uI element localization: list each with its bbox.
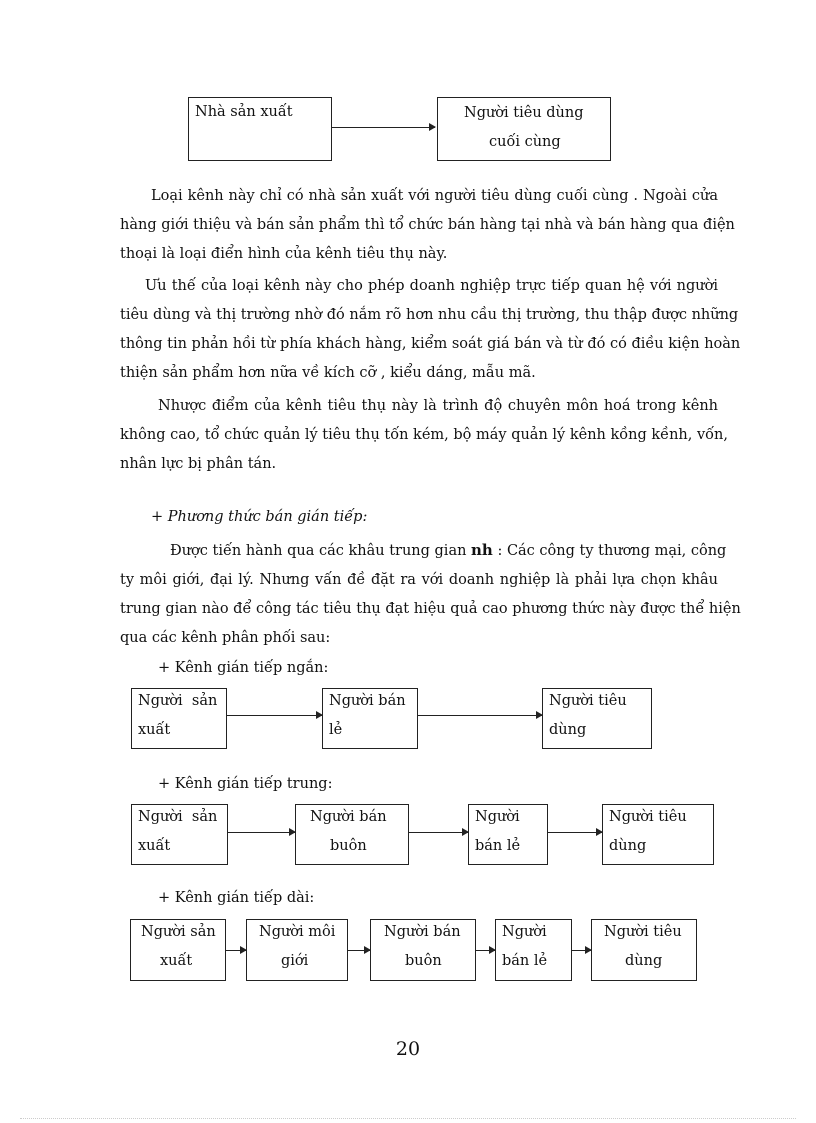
medium-box-consumer — [602, 804, 714, 865]
box-line-2: xuất — [138, 722, 171, 738]
box-line-2: lẻ — [329, 722, 343, 738]
medium-channel-label: + Kênh gián tiếp trung: — [158, 776, 333, 792]
producer-box — [188, 97, 332, 161]
text-span: Được tiến hành qua các khâu trung gian — [170, 543, 467, 559]
long-arrow-2 — [348, 950, 370, 951]
box-line-2: xuất — [138, 838, 171, 854]
box-line-2: bán lẻ — [475, 838, 521, 854]
box-line-2: dùng — [625, 953, 663, 969]
text-line — [120, 536, 727, 566]
box-line-2: xuất — [160, 953, 193, 969]
paragraph-direct-channel — [120, 182, 735, 269]
short-arrow-1 — [227, 715, 322, 716]
text-line: hàng giới thiệu và bán sản phẩm thì tổ chức bán hàng tại nhà và bán hàng qua điện — [120, 217, 735, 233]
end-consumer-label-2: cuối cùng — [489, 134, 561, 150]
box-line-2: buôn — [405, 953, 442, 969]
page-bottom-divider — [20, 1118, 796, 1119]
end-consumer-label-1: Người tiêu dùng — [464, 105, 584, 121]
medium-arrow-2 — [409, 832, 468, 833]
medium-arrow-1 — [228, 832, 295, 833]
box-line-1: Người — [502, 924, 547, 940]
box-line-1: Người bán — [384, 924, 461, 940]
medium-box-retailer — [468, 804, 548, 865]
short-channel-label: + Kênh gián tiếp ngắn: — [158, 660, 329, 676]
box-line-1: Người tiêu — [604, 924, 682, 940]
short-box-producer — [131, 688, 227, 749]
text-line: nhân lực bị phân tán. — [120, 456, 277, 472]
text-line: trung gian nào để công tác tiêu thụ đạt hiệu quả cao phương thức này được thể hiện — [120, 601, 741, 617]
text-line: không cao, tổ chức quản lý tiêu thụ tốn kém, bộ máy quản lý kênh kồng kềnh, vốn, — [120, 427, 728, 443]
short-box-consumer — [542, 688, 652, 749]
box-line-1: Người sản — [138, 809, 218, 825]
text-line: Ưu thế của loại kênh này cho phép doanh nghiệp trực tiếp quan hệ với người — [145, 278, 718, 294]
text-line: Nhược điểm của kênh tiêu thụ này là trình độ chuyên môn hoá trong kênh — [158, 398, 718, 414]
paragraph-indirect — [120, 536, 741, 653]
text-line: tiêu dùng và thị trường nhờ đó nắm rõ hơn nhu cầu thị trường, thu thập được những — [120, 307, 739, 323]
text-line: thông tin phản hồi từ phía khách hàng, kiểm soát giá bán và từ đó có điều kiện hoàn — [120, 336, 741, 352]
long-box-broker — [246, 919, 348, 981]
box-line-2: dùng — [549, 722, 587, 738]
long-channel-label: + Kênh gián tiếp dài: — [158, 890, 315, 906]
box-line-1: Người — [475, 809, 520, 825]
section-heading: + Phương thức bán gián tiếp: — [151, 509, 368, 525]
medium-box-producer — [131, 804, 228, 865]
long-arrow-4 — [572, 950, 591, 951]
long-box-retailer — [495, 919, 572, 981]
short-arrow-2 — [418, 715, 542, 716]
box-line-2: buôn — [330, 838, 367, 854]
text-line: Loại kênh này chỉ có nhà sản xuất với người tiêu dùng cuối cùng . Ngoài cửa — [151, 188, 718, 204]
text-mark: nh — [471, 541, 493, 559]
box-line-2: dùng — [609, 838, 647, 854]
page-number: 20 — [395, 1038, 421, 1060]
text-line: thiện sản phẩm hơn nữa về kích cỡ , kiểu dáng, mẫu mã. — [120, 365, 536, 381]
box-line-1: Người sản — [141, 924, 216, 940]
medium-box-wholesaler — [295, 804, 409, 865]
long-arrow-3 — [476, 950, 495, 951]
long-box-wholesaler — [370, 919, 476, 981]
producer-label: Nhà sản xuất — [195, 104, 293, 120]
box-line-1: Người môi — [259, 924, 336, 940]
long-box-consumer — [591, 919, 697, 981]
box-line-1: Người bán — [310, 809, 387, 825]
box-line-1: Người bán — [329, 693, 406, 709]
medium-arrow-3 — [548, 832, 602, 833]
paragraph-advantages — [120, 272, 741, 388]
box-line-1: Người tiêu — [549, 693, 627, 709]
end-consumer-box — [437, 97, 611, 161]
long-arrow-1 — [226, 950, 246, 951]
short-box-retailer — [322, 688, 418, 749]
text-line: qua các kênh phân phối sau: — [120, 630, 331, 646]
box-line-2: bán lẻ — [502, 953, 548, 969]
text-line: thoại là loại điển hình của kênh tiêu thụ này. — [120, 246, 448, 262]
box-line-1: Người tiêu — [609, 809, 687, 825]
long-box-producer — [130, 919, 226, 981]
text-span: : Các công ty thương mại, công — [497, 543, 727, 559]
paragraph-disadvantages — [120, 392, 728, 479]
text-line: ty môi giới, đại lý. Nhưng vấn đề đặt ra với doanh nghiệp là phải lựa chọn khâu — [120, 572, 718, 588]
box-line-1: Người sản — [138, 693, 218, 709]
box-line-2: giới — [281, 953, 309, 969]
direct-channel-arrow — [332, 127, 435, 128]
